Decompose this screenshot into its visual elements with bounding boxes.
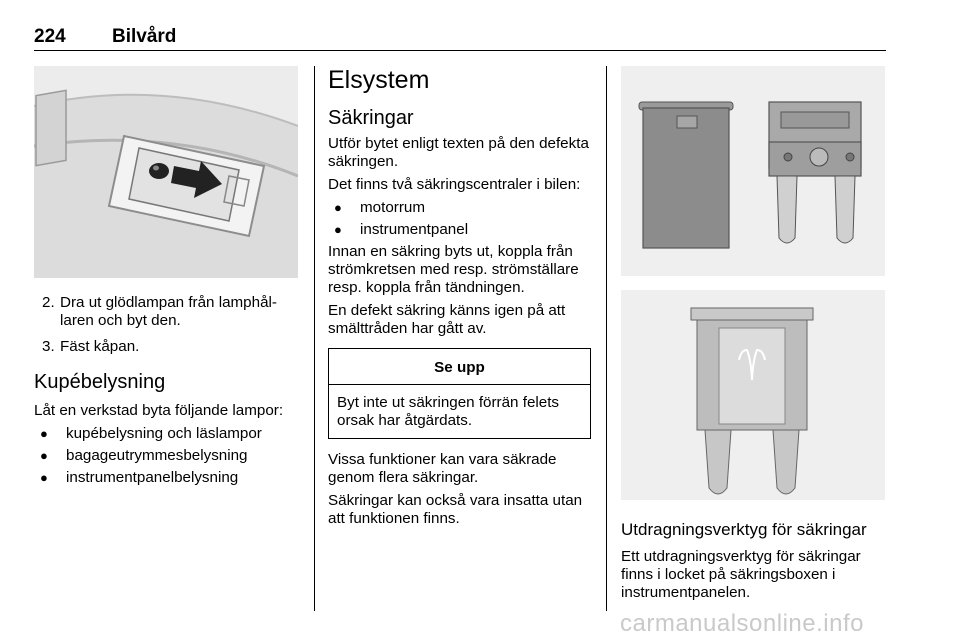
fuse-types-illustration	[621, 66, 885, 276]
instruction-step	[34, 338, 300, 356]
lamp-removal-illustration	[34, 66, 298, 278]
interior-lighting-intro: Låt en verkstad byta följande lampor:	[34, 402, 284, 419]
caution-text: Byt inte ut säkringen förrän felets orsak har åtgärdats.	[337, 394, 560, 429]
column-divider-left	[314, 66, 315, 611]
chapter-title: Elsystem	[328, 66, 430, 94]
header-rule	[34, 50, 886, 51]
fuse-box-list	[328, 199, 596, 239]
fuse-puller-illustration	[621, 290, 885, 500]
step-text: Dra ut glödlampan från lamphållaren och byt den.	[60, 294, 277, 329]
paragraph: Utför bytet enligt texten på den defekta säkringen.	[328, 135, 589, 170]
paragraph: En defekt säkring känns igen på att smälttråden har gått av.	[328, 302, 566, 337]
fuses-heading: Säkringar	[328, 107, 414, 129]
paragraph: Säkringar kan också vara insatta utan att funktionen finns.	[328, 492, 583, 527]
list-item: ● kupébelysning och läslampor	[34, 425, 304, 443]
watermark: carmanualsonline.info	[620, 610, 864, 637]
step-number: 3.	[42, 338, 55, 355]
page-number: 224	[34, 26, 66, 47]
paragraph: Det finns två säkringscentraler i bilen:	[328, 176, 581, 193]
caution-title: Se upp	[329, 349, 590, 385]
column-divider-right	[606, 66, 607, 611]
list-item: ● instrumentpanel	[328, 221, 596, 239]
paragraph: Innan en säkring byts ut, koppla från strömkretsen med resp. strömställare resp. koppla från tändningen.	[328, 243, 579, 296]
fuse-puller-text: Ett utdragningsverktyg för säkringar finns i locket på säkringsboxen i instrumentpanelen.	[621, 548, 861, 601]
fuse-puller-heading: Utdragningsverktyg för säkringar	[621, 520, 867, 539]
list-item: ● bagageutrymmesbelysning	[34, 447, 304, 465]
lamp-list	[34, 425, 304, 487]
instruction-steps	[34, 294, 300, 356]
interior-lighting-heading: Kupébelysning	[34, 371, 166, 393]
instruction-step	[34, 294, 300, 330]
caution-box	[328, 348, 591, 439]
paragraph: Vissa funktioner kan vara säkrade genom flera säkringar.	[328, 451, 557, 486]
list-item: ● instrumentpanelbelysning	[34, 469, 304, 487]
step-text: Fäst kåpan.	[60, 338, 140, 355]
list-item: ● motorrum	[328, 199, 596, 217]
section-title: Bilvård	[112, 26, 177, 47]
step-number: 2.	[42, 294, 55, 311]
